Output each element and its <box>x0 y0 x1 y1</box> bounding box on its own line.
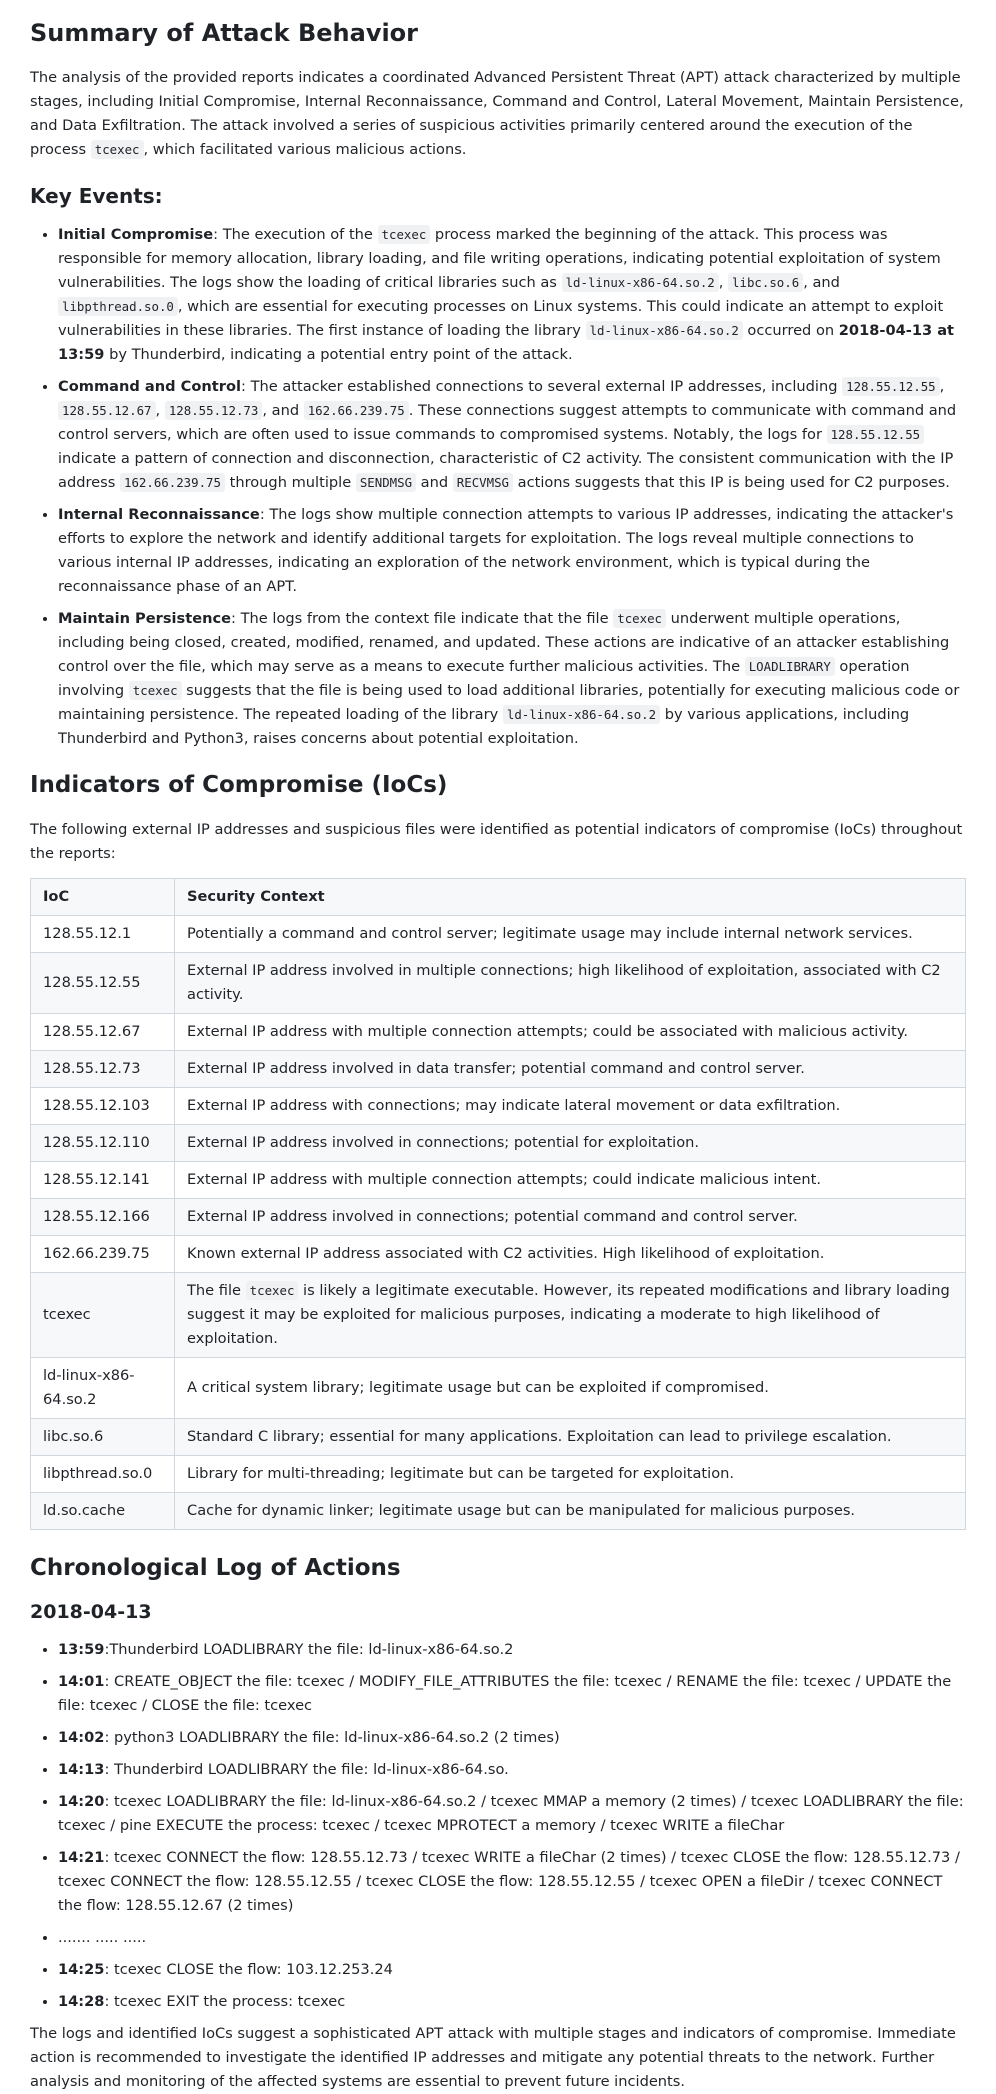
context-cell <box>175 1161 966 1198</box>
context-cell <box>175 1357 966 1418</box>
ioc-cell: 128.55.12.166 <box>31 1198 175 1235</box>
log-entry <box>58 1990 966 2014</box>
inline-code: RECVMSG <box>453 473 513 492</box>
log-entry <box>58 1758 966 1782</box>
inline-code: tcexec <box>613 609 666 628</box>
key-event-label: Maintain Persistence <box>58 610 232 627</box>
context-cell <box>175 1087 966 1124</box>
ioc-cell: libpthread.so.0 <box>31 1455 175 1492</box>
table-row <box>31 1013 966 1050</box>
table-row <box>31 1455 966 1492</box>
context-cell <box>175 952 966 1013</box>
log-text: : tcexec CONNECT the flow: 128.55.12.73 / tcexec WRITE a fileChar (2 times) / tcexec CLOSE the flow: 128.55.12.73 / tcexec CONNECT the flow: 128.55.12.55 / tcexec CLOSE the flow: 128.55.12.55 / tcexec OPEN a fileDir / tcexec CONNECT the flow: 128.55.12.67 (2 times) <box>58 1849 960 1915</box>
log-entry <box>58 1790 966 1838</box>
text-segment: actions suggests that this IP is being used for C2 purposes. <box>513 474 950 491</box>
inline-code: tcexec <box>378 225 431 244</box>
text-segment: , <box>939 378 945 395</box>
text-segment: is likely a legitimate executable. However, its repeated modifications and library loading suggest it may be exploited for malicious purposes, indicating a moderate to high likelihood of exploitation. <box>187 1281 950 1347</box>
text-segment: Known external IP address associated with C2 activities. High likelihood of exploitation. <box>187 1244 825 1262</box>
chrono-date: 2018-04-13 <box>30 1600 152 1623</box>
table-row <box>31 1492 966 1529</box>
key-event-label: Command and Control <box>58 378 242 395</box>
text-segment: . These connections suggest attempts to communicate with command and control servers, which are often used to issue commands to compromised systems. Notably, the logs for <box>58 402 957 443</box>
conclusion-paragraph: The logs and identified IoCs suggest a sophisticated APT attack with multiple stages and indicators of compromise. Immediate action is recommended to investigate the identified IP addresses and mitigate any potential threats to the network. Further analysis and monitoring of the affected systems are essential to prevent future incidents. <box>30 2025 956 2091</box>
inline-code: 162.66.239.75 <box>120 473 225 492</box>
table-row <box>31 915 966 952</box>
text-segment: Potentially a command and control server; legitimate usage may include internal network services. <box>187 924 913 942</box>
context-cell <box>175 1124 966 1161</box>
table-row <box>31 1235 966 1272</box>
inline-code: libc.so.6 <box>728 273 803 292</box>
log-text: :Thunderbird LOADLIBRARY the file: ld-linux-x86-64.so.2 <box>104 1641 514 1659</box>
intro-text-before: The analysis of the provided reports indicates a coordinated Advanced Persistent Threat (APT) attack characterized by multiple stages, including Initial Compromise, Internal Reconnaissance, Command and Control, Lateral Movement, Maintain Persistence, and Data Exfiltration. The attack involved a series of suspicious activities primarily centered around the execution of the process <box>30 69 964 158</box>
ioc-heading: Indicators of Compromise (IoCs) <box>30 772 448 798</box>
context-cell <box>175 1272 966 1357</box>
text-segment: External IP address with multiple connection attempts; could indicate malicious intent. <box>187 1170 821 1188</box>
log-time: 14:01 <box>58 1673 105 1691</box>
chrono-heading: Chronological Log of Actions <box>30 1554 401 1581</box>
table-row <box>31 1357 966 1418</box>
log-time: 14:21 <box>58 1849 105 1867</box>
log-entry <box>58 1726 966 1750</box>
inline-code: ld-linux-x86-64.so.2 <box>503 705 660 724</box>
ioc-cell: 128.55.12.103 <box>31 1087 175 1124</box>
chrono-list <box>30 1638 966 2014</box>
key-events-heading: Key Events: <box>30 184 163 208</box>
text-segment: underwent multiple operations, including being closed, created, modified, renamed, and updated. These actions are indicative of an attacker establishing control over the file, which may serve as a means to execute further malicious activities. The <box>58 610 950 675</box>
text-segment: : The logs from the context file indicate that the file <box>231 610 614 627</box>
inline-code: 162.66.239.75 <box>304 401 409 420</box>
log-entry <box>58 1638 966 1662</box>
ioc-cell: 162.66.239.75 <box>31 1235 175 1272</box>
log-time: 13:59 <box>58 1641 105 1659</box>
intro-text-after: , which facilitated various malicious actions. <box>143 141 467 158</box>
log-time: 14:25 <box>58 1961 105 1979</box>
inline-code: 128.55.12.67 <box>58 401 156 420</box>
ioc-cell: tcexec <box>31 1272 175 1357</box>
intro-paragraph <box>30 66 966 162</box>
text-segment: , and <box>262 402 304 419</box>
ioc-cell: 128.55.12.141 <box>31 1161 175 1198</box>
key-event-item <box>58 223 966 367</box>
log-text: : CREATE_OBJECT the file: tcexec / MODIFY_FILE_ATTRIBUTES the file: tcexec / RENAME the file: tcexec / UPDATE the file: tcexec / CLOSE the file: tcexec <box>58 1673 952 1715</box>
log-time: 14:02 <box>58 1729 105 1747</box>
ioc-cell: 128.55.12.1 <box>31 915 175 952</box>
ioc-table <box>30 878 966 1530</box>
text-segment: by Thunderbird, indicating a potential entry point of the attack. <box>104 346 573 363</box>
inline-code: 128.55.12.55 <box>842 377 940 396</box>
ioc-cell: ld-linux-x86-64.so.2 <box>31 1357 175 1418</box>
text-segment: by various applications, including Thunderbird and Python3, raises concerns about potential exploitation. <box>58 706 910 747</box>
log-text: : tcexec LOADLIBRARY the file: ld-linux-x86-64.so.2 / tcexec MMAP a memory (2 times) / tcexec LOADLIBRARY the file: tcexec / pine EXECUTE the process: tcexec / tcexec MPROTECT a memory / tcexec WRITE a fileChar <box>58 1793 964 1835</box>
context-cell <box>175 1492 966 1529</box>
inline-code: ld-linux-x86-64.so.2 <box>562 273 719 292</box>
text-segment: indicate a pattern of connection and disconnection, characteristic of C2 activity. The consistent communication with the IP address <box>58 450 954 491</box>
log-entry <box>58 1670 966 1718</box>
inline-code: ld-linux-x86-64.so.2 <box>586 321 743 340</box>
log-text: ....... ..... ..... <box>58 1929 147 1947</box>
context-cell <box>175 1013 966 1050</box>
log-time: 14:20 <box>58 1793 105 1811</box>
text-segment: External IP address involved in data transfer; potential command and control server. <box>187 1059 805 1077</box>
log-text: : Thunderbird LOADLIBRARY the file: ld-linux-x86-64.so. <box>104 1761 509 1779</box>
log-text: : tcexec EXIT the process: tcexec <box>104 1993 346 2011</box>
bold-text: 2018-04-13 at 13:59 <box>58 322 955 363</box>
context-cell <box>175 1235 966 1272</box>
inline-code: 128.55.12.55 <box>827 425 925 444</box>
text-segment: process marked the beginning of the attack. This process was responsible for memory allocation, library loading, and file writing operations, indicating potential exploitation of system vulnerabilities. The logs show the loading of critical libraries such as <box>58 226 941 291</box>
text-segment: External IP address with multiple connection attempts; could be associated with malicious activity. <box>187 1022 908 1040</box>
text-segment: Cache for dynamic linker; legitimate usage but can be manipulated for malicious purposes. <box>187 1501 856 1519</box>
text-segment: External IP address involved in multiple connections; high likelihood of exploitation, associated with C2 activity. <box>187 961 941 1003</box>
text-segment: , <box>155 402 165 419</box>
text-segment: External IP address involved in connections; potential for exploitation. <box>187 1133 700 1151</box>
key-event-item <box>58 375 966 495</box>
text-segment: : The logs show multiple connection attempts to various IP addresses, indicating the attacker's efforts to explore the network and identify additional targets for exploitation. The logs reveal multiple connections to various internal IP addresses, indicating an exploration of the network environment, which is typical during the reconnaissance phase of an APT. <box>58 506 954 595</box>
text-segment: operation involving <box>58 658 910 699</box>
text-segment: , and <box>803 274 840 291</box>
inline-code: LOADLIBRARY <box>745 657 835 676</box>
ioc-table-header-row <box>31 878 966 915</box>
page-title: Summary of Attack Behavior <box>30 19 419 47</box>
table-row <box>31 1272 966 1357</box>
log-entry <box>58 1926 966 1950</box>
text-segment: : The attacker established connections to several external IP addresses, including <box>241 378 843 395</box>
log-entry <box>58 1958 966 1982</box>
table-row <box>31 1050 966 1087</box>
key-event-item <box>58 503 966 599</box>
context-column-header: Security Context <box>175 878 966 915</box>
ioc-cell: 128.55.12.73 <box>31 1050 175 1087</box>
context-cell <box>175 1050 966 1087</box>
ioc-table-body <box>31 915 966 1529</box>
ioc-cell: ld.so.cache <box>31 1492 175 1529</box>
log-text: : tcexec CLOSE the flow: 103.12.253.24 <box>104 1961 393 1979</box>
table-row <box>31 1418 966 1455</box>
table-row <box>31 1161 966 1198</box>
text-segment: through multiple <box>224 474 356 491</box>
context-cell <box>175 1418 966 1455</box>
context-cell <box>175 1198 966 1235</box>
ioc-cell: 128.55.12.55 <box>31 952 175 1013</box>
text-segment: Standard C library; essential for many applications. Exploitation can lead to privilege escalation. <box>187 1427 892 1445</box>
ioc-column-header: IoC <box>31 878 175 915</box>
table-row <box>31 1198 966 1235</box>
text-segment: occurred on <box>742 322 839 339</box>
ioc-cell: 128.55.12.67 <box>31 1013 175 1050</box>
table-row <box>31 952 966 1013</box>
log-text: : python3 LOADLIBRARY the file: ld-linux-x86-64.so.2 (2 times) <box>104 1729 560 1747</box>
inline-code: SENDMSG <box>356 473 416 492</box>
intro-code: tcexec <box>91 140 144 159</box>
ioc-intro: The following external IP addresses and suspicious files were identified as potential indicators of compromise (IoCs) throughout the reports: <box>30 820 963 862</box>
inline-code: 128.55.12.73 <box>165 401 263 420</box>
table-row <box>31 1087 966 1124</box>
text-segment: : The execution of the <box>213 226 378 243</box>
text-segment: Library for multi-threading; legitimate but can be targeted for exploitation. <box>187 1464 735 1482</box>
text-segment: and <box>416 474 453 491</box>
key-event-label: Initial Compromise <box>58 226 214 243</box>
key-event-label: Internal Reconnaissance <box>58 506 260 523</box>
text-segment: The file <box>187 1281 246 1299</box>
text-segment: External IP address involved in connections; potential command and control server. <box>187 1207 798 1225</box>
log-entry <box>58 1846 966 1918</box>
key-events-list <box>30 223 966 751</box>
text-segment: suggests that the file is being used to load additional libraries, potentially for executing malicious code or maintaining persistence. The repeated loading of the library <box>58 682 960 723</box>
log-time: 14:13 <box>58 1761 105 1779</box>
inline-code: libpthread.so.0 <box>58 297 178 316</box>
text-segment: External IP address with connections; may indicate lateral movement or data exfiltration. <box>187 1096 841 1114</box>
ioc-cell: 128.55.12.110 <box>31 1124 175 1161</box>
table-row <box>31 1124 966 1161</box>
text-segment: A critical system library; legitimate usage but can be exploited if compromised. <box>187 1378 769 1396</box>
context-cell <box>175 915 966 952</box>
ioc-cell: libc.so.6 <box>31 1418 175 1455</box>
log-time: 14:28 <box>58 1993 105 2011</box>
text-segment: , which are essential for executing processes on Linux systems. This could indicate an attempt to exploit vulnerabilities in these libraries. The first instance of loading the library <box>58 298 944 339</box>
inline-code: tcexec <box>129 681 182 700</box>
inline-code: tcexec <box>246 1281 299 1300</box>
key-event-item <box>58 607 966 751</box>
text-segment: , <box>718 274 729 291</box>
context-cell <box>175 1455 966 1492</box>
